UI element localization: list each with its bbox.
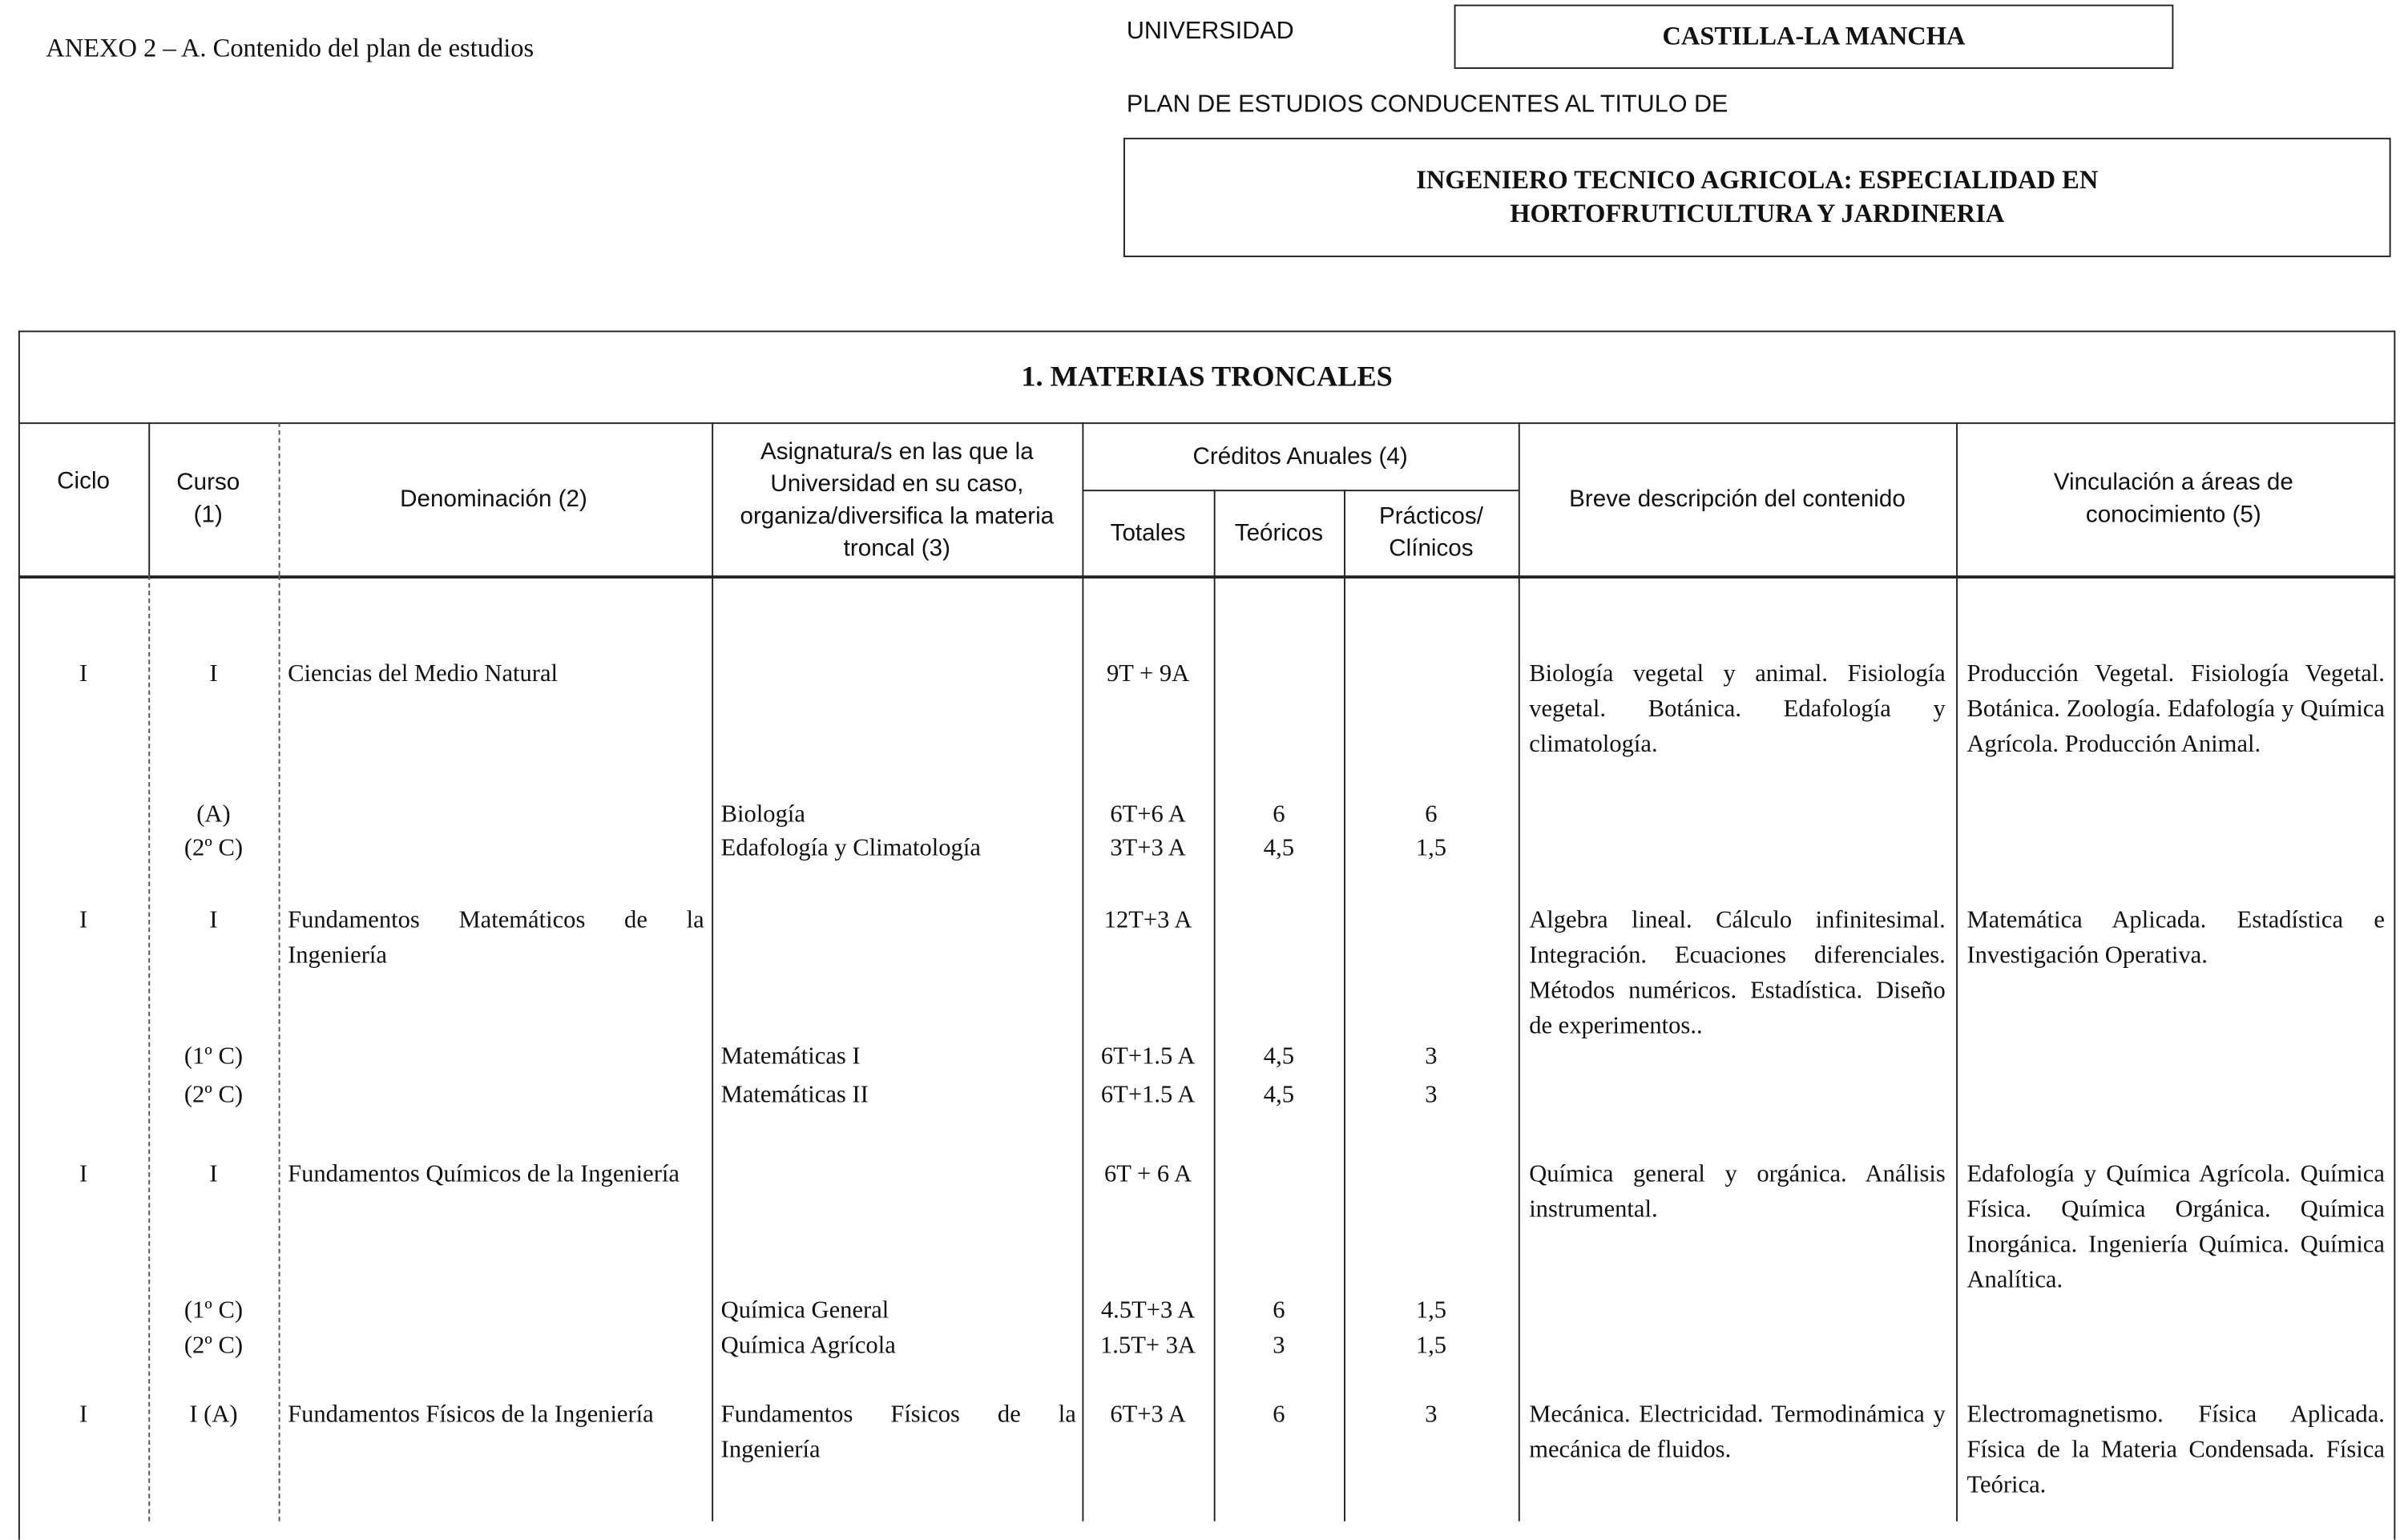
cell-practicos: 1,5: [1415, 1332, 1447, 1360]
table-title: 1. MATERIAS TRONCALES: [1021, 360, 1393, 393]
cell-teoricos: 4,5: [1263, 835, 1294, 862]
cell-denominacion: Fundamentos Físicos de la Ingeniería: [288, 1401, 654, 1429]
col-vinculacion: Vinculación a áreas de conocimiento (5): [2053, 470, 2293, 528]
cell-vinculacion: Matemática Aplicada. Estadística e Investigación Operativa.: [1966, 907, 2385, 970]
cell-totales: 6T+3 A: [1110, 1401, 1186, 1429]
cell-practicos: 1,5: [1415, 1297, 1447, 1324]
cell-curso: I: [209, 907, 218, 934]
cell-descripcion: Biología vegetal y animal. Fisiología vegetal. Botánica. Edafología y climatología.: [1529, 661, 1946, 758]
cell-practicos: 1,5: [1415, 835, 1447, 862]
cell-teoricos: 3: [1273, 1332, 1285, 1360]
annex-title: ANEXO 2 – A. Contenido del plan de estudios: [46, 34, 534, 63]
cell-asignatura: Matemáticas II: [720, 1082, 869, 1108]
cell-ciclo: I: [79, 1161, 88, 1188]
university-name: CASTILLA-LA MANCHA: [1662, 21, 1966, 51]
col-practicos: Prácticos/ Clínicos: [1378, 503, 1483, 562]
university-label: UNIVERSIDAD: [1126, 18, 1294, 45]
cell-descripcion: Mecánica. Electricidad. Termodinámica y mecánica de fluidos.: [1529, 1401, 1946, 1464]
cell-totales: 6T+6 A: [1110, 801, 1186, 828]
cell-practicos: 6: [1425, 801, 1438, 828]
cell-ciclo: I: [79, 1401, 88, 1429]
col-descripcion: Breve descripción del contenido: [1569, 486, 1906, 512]
cell-asignatura: Fundamentos Físicos de la Ingeniería: [720, 1401, 1076, 1464]
cell-denominacion: Ciencias del Medio Natural: [288, 661, 559, 687]
degree-line-1: INGENIERO TECNICO AGRICOLA: ESPECIALIDAD EN: [1416, 165, 2099, 195]
university-name-box: [1454, 5, 2174, 69]
col-denominacion: Denominación (2): [400, 486, 587, 512]
cell-curso: I (A): [189, 1401, 238, 1429]
cell-curso: (2º C): [184, 1332, 244, 1360]
cell-totales: 6T + 6 A: [1103, 1161, 1192, 1188]
col-totales: Totales: [1110, 519, 1186, 546]
cell-curso: (1º C): [184, 1043, 244, 1070]
cell-curso: (1º C): [184, 1297, 244, 1324]
cell-curso: I: [209, 1161, 218, 1188]
cell-totales: 12T+3 A: [1103, 907, 1192, 934]
cell-denominacion: Fundamentos Químicos de la Ingeniería: [288, 1161, 680, 1188]
cell-asignatura: Química General: [720, 1297, 889, 1324]
cell-curso: (2º C): [184, 1082, 244, 1108]
cell-denominacion: Fundamentos Matemáticos de la Ingeniería: [288, 907, 704, 970]
cell-totales: 6T+1.5 A: [1100, 1043, 1196, 1070]
cell-teoricos: 6: [1273, 1297, 1285, 1324]
cell-curso: I: [209, 661, 218, 687]
cell-teoricos: 4,5: [1263, 1082, 1294, 1108]
cell-totales: 6T+1.5 A: [1100, 1082, 1196, 1108]
cell-vinculacion: Edafología y Química Agrícola. Química Física. Química Orgánica. Química Inorgánica. Ingeniería Química. Química Analítica.: [1966, 1161, 2385, 1294]
cell-teoricos: 4,5: [1263, 1043, 1294, 1070]
cell-asignatura: Matemáticas I: [720, 1043, 861, 1070]
cell-asignatura: Biología: [720, 801, 805, 828]
cell-practicos: 3: [1425, 1043, 1438, 1070]
plan-label: PLAN DE ESTUDIOS CONDUCENTES AL TITULO DE: [1126, 91, 1728, 119]
col-ciclo: Ciclo: [57, 467, 110, 494]
cell-ciclo: I: [79, 661, 88, 687]
cell-vinculacion: Electromagnetismo. Física Aplicada. Física de la Materia Condensada. Física Teórica.: [1966, 1401, 2385, 1498]
col-teoricos: Teóricos: [1234, 519, 1324, 546]
cell-asignatura: Edafología y Climatología: [720, 835, 981, 862]
cell-totales: 3T+3 A: [1110, 835, 1186, 862]
cell-teoricos: 6: [1273, 1401, 1285, 1429]
cell-descripcion: Algebra lineal. Cálculo infinitesimal. Integración. Ecuaciones diferenciales. Métodos numéricos. Estadística. Diseño de experimentos..: [1529, 907, 1946, 1039]
cell-asignatura: Química Agrícola: [720, 1332, 896, 1360]
cell-descripcion: Química general y orgánica. Análisis instrumental.: [1529, 1161, 1946, 1224]
cell-vinculacion: Producción Vegetal. Fisiología Vegetal. Botánica. Zoología. Edafología y Química Agrícola. Producción Animal.: [1966, 661, 2385, 758]
degree-box: [1123, 138, 2391, 257]
cell-curso: (A): [196, 801, 231, 828]
degree-line-2: HORTOFRUTICULTURA Y JARDINERIA: [1510, 199, 2005, 228]
cell-practicos: 3: [1425, 1401, 1438, 1429]
cell-practicos: 3: [1425, 1082, 1438, 1108]
cell-totales: 1.5T+ 3A: [1100, 1332, 1196, 1360]
col-creditos: Créditos Anuales (4): [1192, 442, 1408, 470]
cell-totales: 9T + 9A: [1106, 661, 1190, 687]
cell-totales: 4.5T+3 A: [1100, 1297, 1196, 1324]
cell-teoricos: 6: [1273, 801, 1285, 828]
col-curso: Curso (1): [176, 470, 240, 528]
cell-ciclo: I: [79, 907, 88, 934]
col-asignaturas: Asignatura/s en las que la Universidad en su caso, organiza/diversifica la materia troncal (3): [740, 439, 1055, 562]
cell-curso: (2º C): [184, 835, 244, 862]
